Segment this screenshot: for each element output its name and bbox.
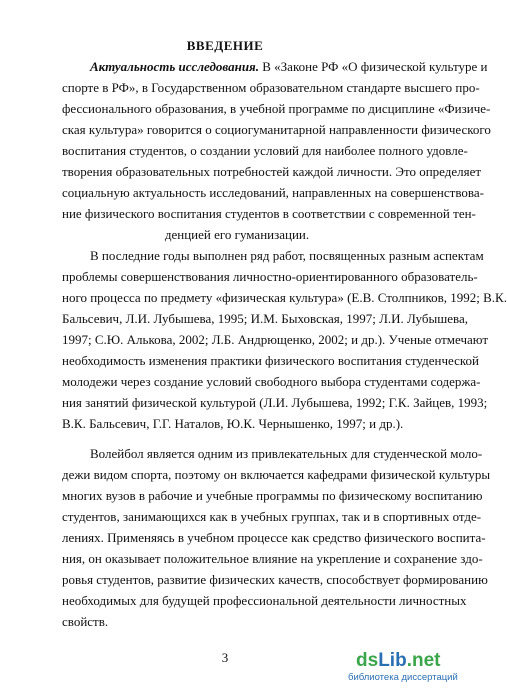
text-line: Волейбол является одним из привлекательных для студенческой моло- <box>90 446 483 461</box>
lead-in-phrase: Актуальность исследования. <box>90 59 259 74</box>
text-line: В.К. Бальсевич, Г.Г. Наталов, Ю.К. Чернышенко, 1997; и др.). <box>62 416 404 431</box>
watermark-subtitle: библиотека диссертаций <box>348 672 458 683</box>
text-line: социальную актуальность исследований, направленных на совершенствова- <box>62 185 484 200</box>
text-line: лениях. Применяясь в учебном процессе как средство физического воспита- <box>62 530 486 545</box>
text-line: денцией его гуманизации. <box>164 227 310 242</box>
text-line: фессионального образования, в учебной программе по дисциплине «Физиче- <box>62 101 491 116</box>
text-line: многих вузов в рабочие и учебные программы по физическому воспитанию <box>62 488 483 503</box>
text-line: ного процесса по предмету «физическая культура» (Е.В. Столпников, 1992; В.К. <box>62 290 507 305</box>
text-line: ние физического воспитания студентов в соответствии с современной тен- <box>62 206 476 221</box>
text-line: спорте в РФ», в Государственном образовательном стандарте высшего про- <box>62 80 480 95</box>
text-line: В последние годы выполнен ряд работ, посвященных разным аспектам <box>90 248 484 263</box>
text-line <box>90 59 488 75</box>
text-line: ния, он оказывает положительное влияние на укрепление и сохранение здо- <box>62 551 483 566</box>
text-fragment: В «Законе РФ «О физической культуре и <box>259 59 488 74</box>
text-line: творения образовательных потребностей каждой личности. Это определяет <box>62 164 482 179</box>
text-line: молодежи через создание условий свободного выбора студентами содержа- <box>62 374 481 389</box>
text-line: ская культура» говорится о социогуманитарной направленности физического <box>62 122 491 137</box>
watermark-logo: dsLib.net <box>356 650 441 671</box>
text-line: ния занятий физической культурой (Л.И. Лубышева, 1992; Г.К. Зайцев, 1993; <box>62 395 488 410</box>
text-line: свойств. <box>62 614 109 629</box>
text-line: студентов, занимающихся как в учебных группах, так и в спортивных отде- <box>62 509 482 524</box>
text-line: необходимость изменения практики физического воспитания студенческой <box>62 353 479 368</box>
text-line: ровья студентов, развитие физических качеств, способствует формированию <box>62 572 488 587</box>
text-line: 1997; С.Ю. Алькова, 2002; Л.Б. Андрющенко, 2002; и др.). Ученые отмечают <box>62 332 488 347</box>
text-line: дежи видом спорта, поэтому он включается кафедрами физической культуры <box>62 467 491 482</box>
text-line: Бальсевич, Л.И. Лубышева, 1995; И.М. Быховская, 1997; Л.И. Лубышева, <box>62 311 468 326</box>
site-watermark <box>348 650 458 685</box>
text-line: воспитания студентов, о создании условий для наиболее полного удовле- <box>62 143 468 158</box>
page-number: 3 <box>221 650 229 665</box>
text-line: проблемы совершенствования личностно-ориентированного образователь- <box>62 269 478 284</box>
text-line: необходимых для будущей профессиональной деятельности личностных <box>62 593 467 608</box>
page-heading: ВВЕДЕНИЕ <box>186 38 264 53</box>
